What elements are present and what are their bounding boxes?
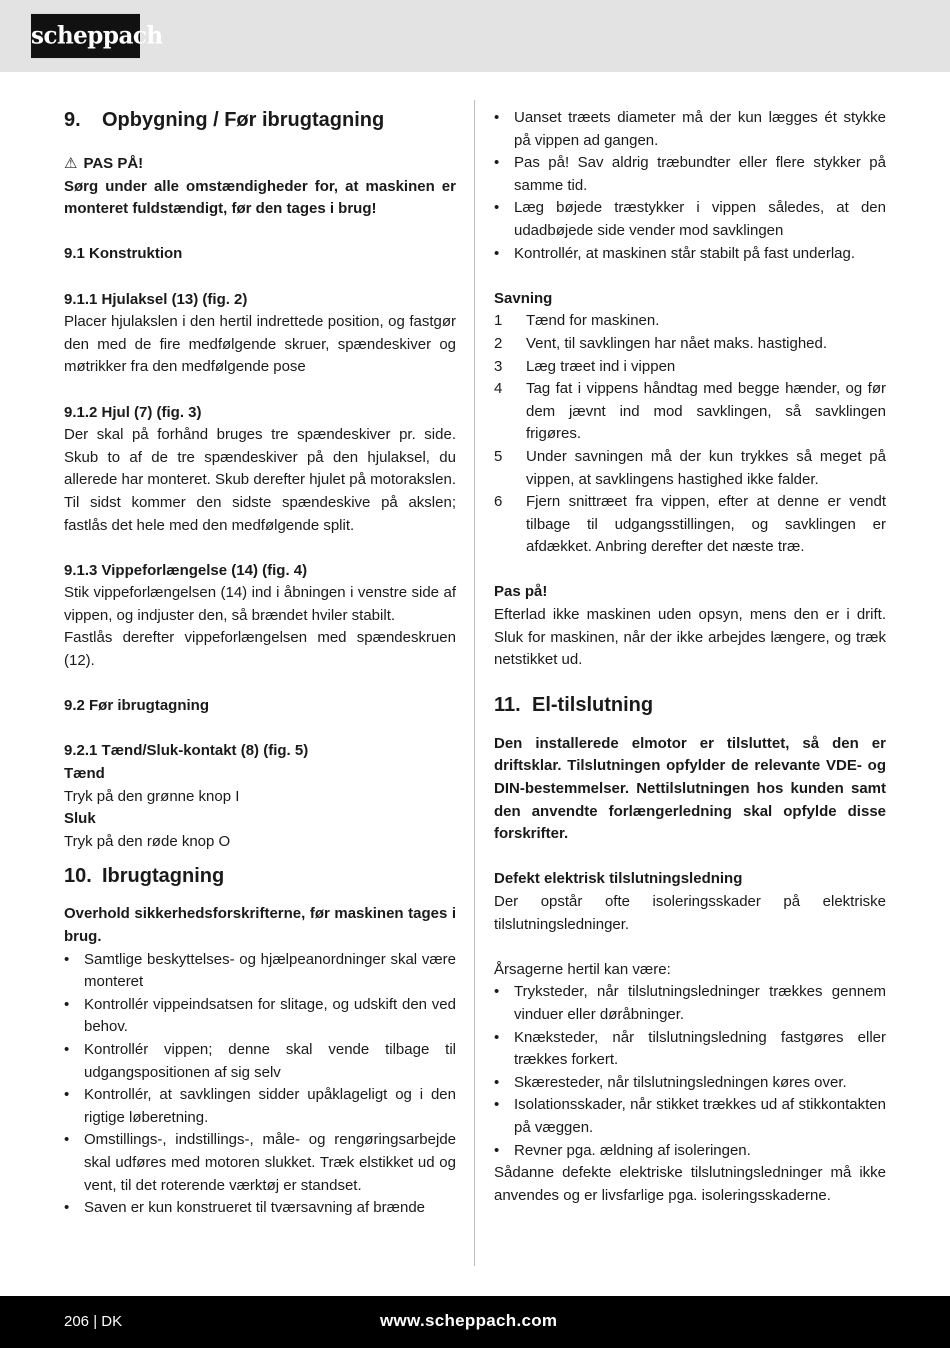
section-11-heading: [494, 692, 886, 718]
step-number: 2: [494, 334, 503, 352]
on-label: Tænd: [64, 765, 105, 783]
section-11-intro: Den installerede elmotor er tilsluttet, så den er driftsklar. Tilslutningen opfylder de relevante VDE- og DIN-bestemmelser. Nettilslutningen hos kunden samt den anvendte forlængerledning skal opfylde disse forskrifter.: [494, 734, 886, 843]
section-9-heading: [64, 107, 456, 133]
list-item: • Læg bøjede træstykker i vippen således, at den udadbøjede side vender mod savklingen: [494, 197, 886, 242]
step-number: 1: [494, 312, 503, 330]
section-9-1-3-title: 9.1.3 Vippeforlængelse (14) (fig. 4): [64, 561, 308, 579]
caution-text: Efterlad ikke maskinen uden opsyn, mens den er i drift. Sluk for maskinen, når der ikke arbejdes længere, og træk netstikket ud.: [494, 606, 886, 669]
section-10-list: [64, 949, 456, 1220]
defect-text: Der opstår ofte isoleringsskader på elektriske tilslutningsledninger.: [494, 893, 886, 933]
list-item: • Revner pga. ældning af isoleringen.: [494, 1140, 886, 1163]
section-9-2-1-title: 9.2.1 Tænd/Sluk-kontakt (8) (fig. 5): [64, 742, 309, 760]
website-link[interactable]: www.scheppach.com: [380, 1311, 558, 1330]
step-text: Læg træet ind i vippen: [526, 357, 676, 375]
sawing-title: Savning: [494, 289, 553, 307]
section-9-title: Opbygning / Før ibrugtagning: [102, 109, 385, 131]
list-item: • Samtlige beskyttelses- og hjælpeanordninger skal være monteret: [64, 949, 456, 994]
list-item: • Pas på! Sav aldrig træbundter eller flere stykker på samme tid.: [494, 152, 886, 197]
list-item: • Kontrollér, at savklingen sidder upåklageligt og i den rigtige løberetning.: [64, 1084, 456, 1129]
step-text: Under savningen må der kun trykkes så meget på vippen, at savklingens hastighed ikke falder.: [526, 447, 886, 488]
section-10-title: Ibrugtagning: [102, 865, 225, 888]
list-item: • Kontrollér vippen; denne skal vende tilbage til udgangspositionen af sig selv: [64, 1039, 456, 1084]
top-bullet-list: [494, 107, 886, 265]
page-number: 206 | DK: [64, 1313, 123, 1330]
step-number: 4: [494, 380, 503, 398]
section-10-number: 10.: [64, 865, 92, 888]
page-header: [0, 0, 950, 72]
section-9-1-2-text: Der skal på forhånd bruges tre spændeskiver pr. side. Skub to af de tre spændeskiver på den hjulaksel, du allerede har monteret. Skub derefter hjulet på motorakslen. Til sidst kommer den sidste spændeskive på akslen; fastlås det hele med den medfølgende split.: [64, 426, 456, 534]
list-item: • Isolationsskader, når stikket trækkes ud af stikkontakten på væggen.: [494, 1094, 886, 1139]
section-9-1-title: 9.1 Konstruktion: [64, 245, 183, 263]
list-item: • Kontrollér vippeindsatsen for slitage, og udskift den ved behov.: [64, 994, 456, 1039]
off-text: Tryk på den røde knop O: [64, 832, 231, 850]
scheppach-logo: scheppach: [31, 14, 140, 58]
section-10-intro: Overhold sikkerhedsforskrifterne, før maskinen tages i brug.: [64, 905, 456, 945]
warning-text: Sørg under alle omstændigheder for, at maskinen er monteret fuldstændigt, før den tages i brug!: [64, 177, 456, 218]
step-text: Tænd for maskinen.: [526, 312, 660, 330]
sawing-steps: [494, 310, 886, 559]
section-11-title: El-tilslutning: [532, 693, 654, 716]
step-text: Vent, til savklingen har nået maks. hastighed.: [526, 334, 828, 352]
column-divider: [474, 100, 475, 1266]
closing-text: Sådanne defekte elektriske tilslutningsledninger må ikke anvendes og er livsfarlige pga. isoleringsskaderne.: [494, 1164, 886, 1204]
section-10-heading: [64, 863, 456, 889]
step-text: Fjern snittræet fra vippen, efter at denne er vendt tilbage til udgangsstillingen, og savklingen er afdækket. Anbring derefter det næste træ.: [526, 493, 886, 556]
step-item: [494, 333, 886, 356]
caution-title: Pas på!: [494, 583, 548, 601]
step-item: [494, 356, 886, 379]
step-text: Tag fat i vippens håndtag med begge hænder, og før dem jævnt ind mod savklingen, så savklingen frigøres.: [526, 380, 886, 443]
section-9-1-3-text-2: Fastlås derefter vippeforlængelsen med spændeskruen (12).: [64, 629, 456, 670]
causes-list: [494, 981, 886, 1162]
section-9-1-1-title: 9.1.1 Hjulaksel (13) (fig. 2): [64, 290, 248, 308]
step-number: 5: [494, 447, 503, 465]
right-column: [494, 107, 886, 1207]
section-9-1-2-title: 9.1.2 Hjul (7) (fig. 3): [64, 403, 202, 421]
left-column: [64, 107, 456, 1220]
step-item: [494, 310, 886, 333]
step-item: [494, 378, 886, 446]
section-9-number: 9.: [64, 109, 81, 131]
warning-heading: [64, 153, 456, 176]
list-item: • Skæresteder, når tilslutningsledningen køres over.: [494, 1072, 886, 1095]
section-9-1-1-text: Placer hjulakslen i den hertil indrettede position, og fastgør den med de fire medfølgende skruer, spændeskiver og møtrikker fra den medfølgende pose: [64, 313, 456, 376]
off-label: Sluk: [64, 810, 96, 828]
section-11-number: 11.: [494, 693, 521, 716]
on-text: Tryk på den grønne knop I: [64, 787, 240, 805]
causes-intro: Årsagerne hertil kan være:: [494, 960, 671, 978]
defect-title: Defekt elektrisk tilslutningsledning: [494, 870, 743, 888]
list-item: • Kontrollér, at maskinen står stabilt på fast underlag.: [494, 243, 886, 266]
step-item: [494, 446, 886, 491]
list-item: • Uanset træets diameter må der kun lægges ét stykke på vippen ad gangen.: [494, 107, 886, 152]
step-number: 3: [494, 357, 503, 375]
list-item: • Tryksteder, når tilslutningsledninger trækkes gennem vinduer eller døråbninger.: [494, 981, 886, 1026]
page-footer: [0, 1296, 950, 1348]
list-item: • Saven er kun konstrueret til tværsavning af brænde: [64, 1197, 456, 1220]
step-number: 6: [494, 493, 503, 511]
warning-title: PAS PÅ!: [83, 155, 144, 172]
section-9-1-3-text-1: Stik vippeforlængelsen (14) ind i åbningen i venstre side af vippen, og indjuster den, så brændet hviler stabilt.: [64, 584, 456, 624]
step-item: [494, 491, 886, 559]
list-item: • Knæksteder, når tilslutningsledning fastgøres eller trækkes forkert.: [494, 1027, 886, 1072]
warning-triangle-icon: ⚠: [64, 155, 78, 172]
section-9-2-title: 9.2 Før ibrugtagning: [64, 697, 209, 715]
list-item: • Omstillings-, indstillings-, måle- og rengøringsarbejde skal udføres med motoren slukket. Træk elstikket ud og vent, til det roterende værktøj er standset.: [64, 1129, 456, 1197]
